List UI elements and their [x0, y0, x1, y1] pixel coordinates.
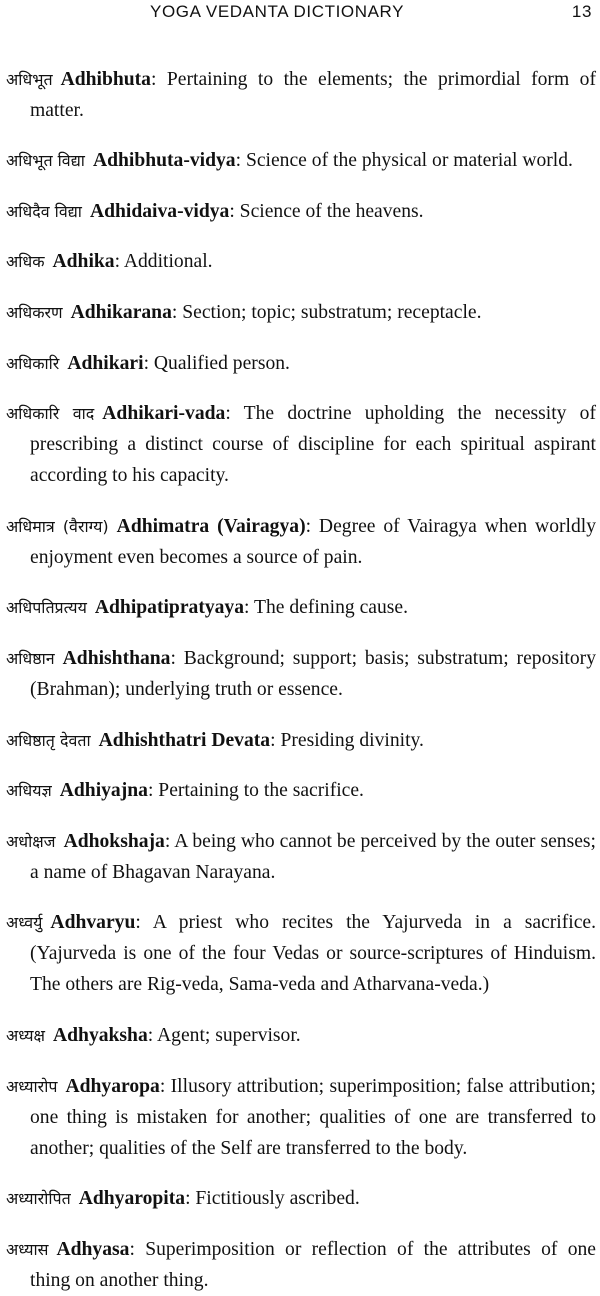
dictionary-entry — [6, 246, 596, 277]
transliterated-term: Adhikari — [67, 352, 144, 374]
devanagari-headword: अध्वर्यु — [6, 913, 43, 933]
devanagari-headword: अधिभूत विद्या — [6, 151, 85, 171]
devanagari-headword: अधिक — [6, 252, 45, 272]
definition-text: : The defining cause. — [244, 597, 408, 619]
dictionary-entry — [6, 826, 596, 888]
definition-text: : Degree of Vairagya when worldly enjoyment even becomes a source of pain. — [30, 515, 596, 568]
page-number: 13 — [571, 2, 592, 21]
definition-text: : Science of the physical or material world. — [235, 150, 573, 172]
dictionary-entry — [6, 592, 596, 623]
transliterated-term: Adhibhuta — [60, 68, 151, 90]
devanagari-headword: अध्यारोप — [6, 1076, 58, 1096]
definition-text: : Qualified person. — [143, 352, 290, 374]
running-title: YOGA VEDANTA DICTIONARY — [150, 2, 405, 21]
devanagari-headword: अध्यास — [6, 1239, 49, 1259]
transliterated-term: Adhyasa — [56, 1238, 130, 1260]
devanagari-headword: अधिकरण — [6, 302, 63, 322]
dictionary-entry — [6, 1183, 596, 1214]
dictionary-entry — [6, 1020, 596, 1051]
transliterated-term: Adhikarana — [70, 301, 172, 323]
dictionary-entry — [6, 145, 596, 176]
definition-text: : Science of the heavens. — [229, 200, 424, 222]
definition-text: : Background; support; basis; substratum; repository (Brahman); underlying truth or essence. — [30, 647, 596, 700]
devanagari-headword: अधिष्ठातृ देवता — [6, 730, 91, 750]
transliterated-term: Adhimatra (Vairagya) — [116, 515, 306, 537]
definition-text: : Section; topic; substratum; receptacle. — [171, 301, 482, 323]
devanagari-headword: अधियज्ञ — [6, 781, 52, 801]
dictionary-entry — [6, 725, 596, 756]
transliterated-term: Adhishthana — [62, 647, 171, 669]
definition-text: : Additional. — [114, 251, 213, 273]
devanagari-headword: अधिदैव विद्या — [6, 201, 82, 221]
definition-text: : A being who cannot be perceived by the outer senses; a name of Bhagavan Narayana. — [30, 830, 596, 883]
devanagari-headword: अधिभूत — [6, 69, 53, 89]
transliterated-term: Adhikari-vada — [102, 403, 226, 425]
devanagari-headword: अधिकारि वाद — [6, 404, 95, 424]
definition-text: : Superimposition or reflection of the attributes of one thing on another thing. — [30, 1238, 596, 1291]
transliterated-term: Adhika — [52, 251, 115, 273]
definition-text: : A priest who recites the Yajurveda in a sacrifice. (Yajurveda is one of the four Vedas or source-scriptures of Hinduism. The others are Rig-veda, Sama-veda and Atharvana-veda.) — [30, 912, 596, 996]
devanagari-headword: अधिपतिप्रत्यय — [6, 598, 87, 618]
dictionary-entry — [6, 1071, 596, 1164]
devanagari-headword: अध्यक्ष — [6, 1025, 45, 1045]
transliterated-term: Adhvaryu — [50, 912, 136, 934]
devanagari-headword: अधिकारि — [6, 353, 60, 373]
definition-text: : Agent; supervisor. — [147, 1024, 301, 1046]
dictionary-entry — [6, 775, 596, 806]
transliterated-term: Adhyaropa — [65, 1075, 160, 1097]
running-header — [0, 2, 600, 26]
transliterated-term: Adhyaksha — [53, 1024, 148, 1046]
dictionary-entry — [6, 511, 596, 573]
devanagari-headword: अधिमात्र (वैराग्य) — [6, 516, 109, 536]
dictionary-entry — [6, 398, 596, 491]
definition-text: : The doctrine upholding the necessity of prescribing a distinct course of discipline for each spiritual aspirant according to his capacity. — [30, 403, 596, 487]
dictionary-entry — [6, 643, 596, 705]
transliterated-term: Adhidaiva-vidya — [89, 200, 230, 222]
transliterated-term: Adhibhuta-vidya — [92, 150, 236, 172]
definition-text: : Fictitiously ascribed. — [185, 1188, 360, 1210]
definition-text: : Pertaining to the elements; the primordial form of matter. — [30, 68, 596, 121]
transliterated-term: Adhiyajna — [59, 780, 148, 802]
devanagari-headword: अधोक्षज — [6, 831, 56, 851]
transliterated-term: Adhipatipratyaya — [94, 597, 245, 619]
devanagari-headword: अधिष्ठान — [6, 648, 55, 668]
transliterated-term: Adhyaropita — [78, 1188, 186, 1210]
dictionary-entry — [6, 348, 596, 379]
dictionary-entry — [6, 297, 596, 328]
dictionary-entry — [6, 1234, 596, 1296]
dictionary-entry — [6, 196, 596, 227]
dictionary-entry — [6, 64, 596, 126]
entry-list — [6, 44, 596, 1296]
definition-text: : Presiding divinity. — [270, 729, 424, 751]
transliterated-term: Adhokshaja — [63, 830, 165, 852]
dictionary-entry — [6, 907, 596, 1000]
definition-text: : Pertaining to the sacrifice. — [147, 780, 364, 802]
definition-text: : Illusory attribution; superimposition; false attribution; one thing is mistaken for another; qualities of one are transferred to another; qualities of the Self are transferred to the body. — [30, 1075, 596, 1159]
transliterated-term: Adhishthatri Devata — [98, 729, 271, 751]
devanagari-headword: अध्यारोपित — [6, 1189, 71, 1209]
